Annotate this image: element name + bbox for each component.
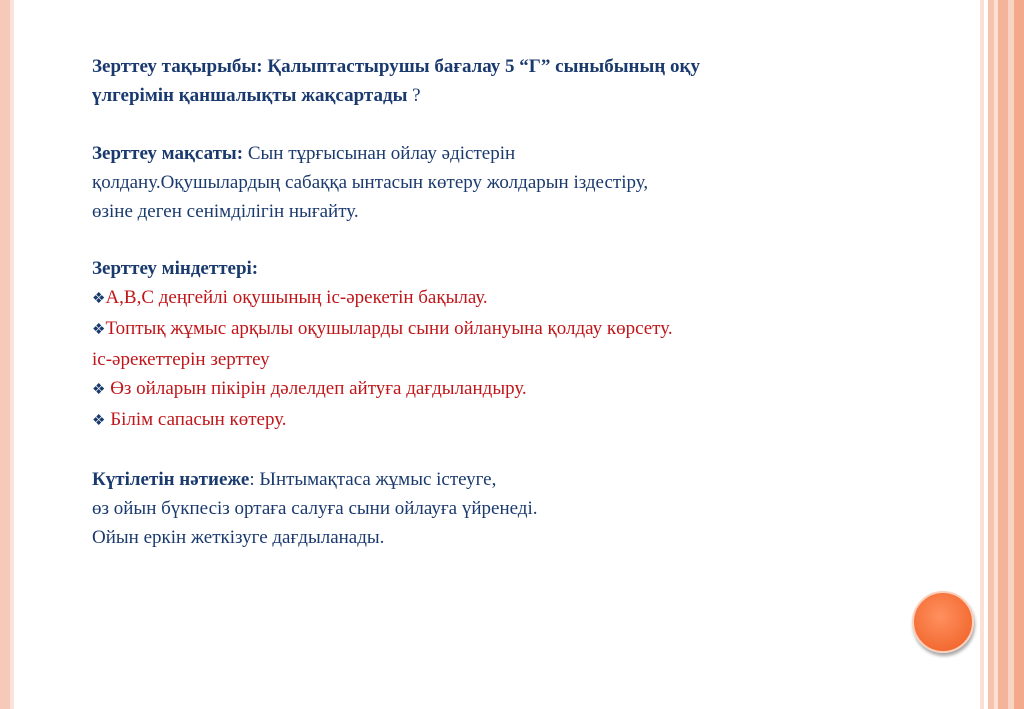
left-frame-inner-border [10, 0, 14, 709]
tasks-label: Зерттеу міндеттері: [92, 258, 259, 279]
result-label: Күтілетін нәтиеже [92, 469, 250, 490]
tasks-heading [92, 254, 952, 283]
goal-line-2: қолдану.Оқушылардың сабаққа ынтасын көтеру жолдарын іздестіру, [92, 172, 649, 193]
task-item-text: Білім сапасын көтеру. [105, 409, 287, 430]
topic-text-2: үлгерімін қаншалықты жақсартады [92, 85, 408, 106]
task-item-3 [92, 374, 952, 405]
task-item-4 [92, 405, 952, 436]
goal-text-1: Сын тұрғысынан ойлау әдістерін [243, 143, 516, 164]
bullet-icon: ❖ [92, 322, 106, 338]
topic-line-1 [92, 52, 952, 81]
right-stripe-7 [1014, 0, 1024, 709]
spacer [92, 436, 952, 465]
goal-line-3: өзіне деген сенімділігін нығайту. [92, 201, 359, 222]
topic-suffix: ? [407, 85, 421, 106]
task-item-1 [92, 283, 952, 314]
goal-line-1 [92, 139, 952, 168]
task-item-text: Өз ойларын пікірін дәлелдеп айтуға дағдыландыру. [105, 378, 527, 399]
goal-label: Зерттеу мақсаты: [92, 143, 244, 164]
spacer [92, 226, 952, 254]
task-item-text: А,В,С деңгейлі оқушының іс-әрекетін бақылау. [105, 287, 488, 308]
bullet-icon: ❖ [92, 382, 106, 398]
result-line-2: өз ойын бүкпесіз ортаға салуға сыни ойлауға үйренеді. [92, 498, 538, 519]
slide-content [92, 52, 952, 552]
right-stripe-5 [998, 0, 1008, 709]
task-item-text: Топтық жұмыс арқылы оқушыларды сыни ойлануына қолдау көрсету. [105, 318, 673, 339]
orange-circle-decoration [912, 591, 974, 653]
result-line-1 [92, 465, 952, 494]
result-text-1: : Ынтымақтаса жұмыс істеуге, [249, 469, 497, 490]
bullet-icon: ❖ [92, 291, 106, 307]
spacer [92, 110, 952, 139]
left-frame-border [0, 0, 10, 709]
task-item-2-continuation: іс-әрекеттерін зерттеу [92, 349, 270, 370]
bullet-icon: ❖ [92, 413, 106, 429]
task-item-2 [92, 314, 952, 345]
topic-text-1: Қалыптастырушы бағалау 5 “Г” сыныбының оқу [267, 56, 700, 77]
topic-label: Зерттеу тақырыбы: [92, 56, 263, 77]
topic-line-2 [92, 81, 952, 110]
result-line-3: Ойын еркін жеткізуге дағдыланады. [92, 527, 385, 548]
